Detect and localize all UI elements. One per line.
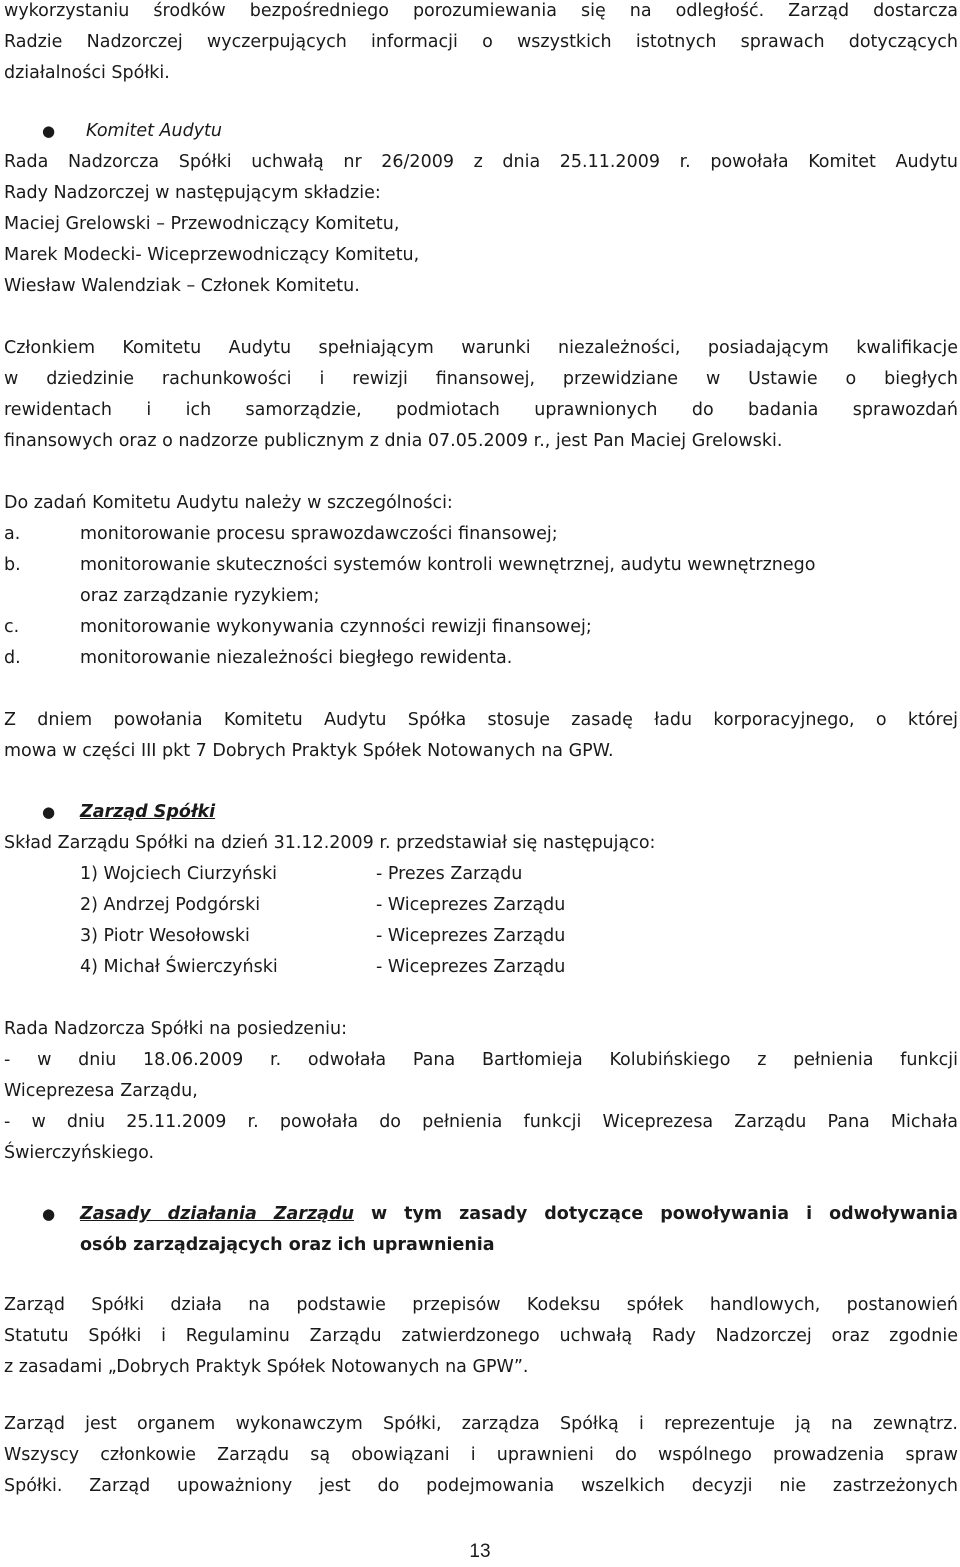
rules-paragraph-1: [4, 1290, 958, 1383]
rules-heading-italic: Zasady działania Zarządu: [80, 1204, 354, 1224]
text-line: wykorzystaniu środków bezpośredniego porozumiewania się na odległość. Zarząd dostarcza: [4, 1, 958, 21]
rules-heading-rest: w tym zasady dotyczące powoływania i odwoływania: [353, 1204, 958, 1224]
board-heading-row: [4, 797, 958, 828]
board-member-row: [80, 921, 780, 952]
task-letter: d.: [4, 648, 21, 668]
rules-paragraph-2: [4, 1409, 958, 1502]
task-item: [4, 550, 958, 581]
committee-heading-row: [4, 116, 958, 147]
tasks-intro: Do zadań Komitetu Audytu należy w szczególności:: [4, 493, 453, 513]
board-member-role: - Wiceprezes Zarządu: [376, 895, 566, 915]
bullet-icon: ●: [42, 1205, 56, 1223]
task-letter: c.: [4, 617, 20, 637]
text-line: w dziedzinie rachunkowości i rewizji finansowej, przewidziane w Ustawie o biegłych: [4, 369, 958, 389]
text-line: Świerczyńskiego.: [4, 1143, 155, 1163]
text-line: Zarząd jest organem wykonawczym Spółki, zarządza Spółką i reprezentuje ją na zewnątrz.: [4, 1414, 958, 1434]
task-item: [4, 643, 958, 674]
board-intro: Skład Zarządu Spółki na dzień 31.12.2009 r. przedstawiał się następująco:: [4, 833, 656, 853]
committee-paragraph: [4, 147, 958, 302]
task-text: monitorowanie skuteczności systemów kontroli wewnętrznej, audytu wewnętrznego: [80, 555, 816, 575]
text-line: Rada Nadzorcza Spółki na posiedzeniu:: [4, 1019, 348, 1039]
text-line: rewidentach i ich samorządzie, podmiotach uprawnionych do badania sprawozdań: [4, 400, 958, 420]
text-line: Rada Nadzorcza Spółki uchwałą nr 26/2009 z dnia 25.11.2009 r. powołała Komitet Audytu: [4, 152, 958, 172]
board-member-role: - Prezes Zarządu: [376, 864, 523, 884]
text-line: z zasadami „Dobrych Praktyk Spółek Notowanych na GPW”.: [4, 1357, 529, 1377]
bullet-icon: ●: [42, 803, 56, 821]
task-item: [4, 581, 958, 612]
task-text: monitorowanie niezależności biegłego rewidenta.: [80, 648, 513, 668]
task-letter: a.: [4, 524, 21, 544]
bullet-icon: ●: [42, 122, 56, 140]
meeting-paragraph: [4, 1014, 958, 1169]
text-line: działalności Spółki.: [4, 63, 170, 83]
task-text: oraz zarządzanie ryzykiem;: [80, 586, 320, 606]
task-item: [4, 612, 958, 643]
text-line: Wiceprezesa Zarządu,: [4, 1081, 198, 1101]
page-number: 13: [469, 1541, 491, 1562]
text-line: mowa w części III pkt 7 Dobrych Praktyk Spółek Notowanych na GPW.: [4, 741, 614, 761]
task-text: monitorowanie procesu sprawozdawczości finansowej;: [80, 524, 558, 544]
text-line: Radzie Nadzorczej wyczerpujących informacji o wszystkich istotnych sprawach dotyczących: [4, 32, 958, 52]
board-member-name: 4) Michał Świerczyński: [80, 957, 278, 977]
committee-heading: Komitet Audytu: [86, 121, 223, 141]
text-line: Spółki. Zarząd upoważniony jest do podejmowania wszelkich decyzji nie zastrzeżonych: [4, 1476, 958, 1496]
text-line: - w dniu 25.11.2009 r. powołała do pełnienia funkcji Wiceprezesa Zarządu Pana Michała: [4, 1112, 958, 1132]
governance-paragraph: [4, 705, 958, 767]
text-line: Rady Nadzorczej w następującym składzie:: [4, 183, 381, 203]
top-paragraph: [4, 0, 958, 89]
board-member-name: 1) Wojciech Ciurzyński: [80, 864, 278, 884]
task-item: [4, 519, 958, 550]
text-line: Zarząd Spółki działa na podstawie przepisów Kodeksu spółek handlowych, postanowień: [4, 1295, 958, 1315]
text-line: - w dniu 18.06.2009 r. odwołała Pana Bartłomieja Kolubińskiego z pełnienia funkcji: [4, 1050, 958, 1070]
text-line: Z dniem powołania Komitetu Audytu Spółka stosuje zasadę ładu korporacyjnego, o której: [4, 710, 958, 730]
committee-member: Marek Modecki- Wiceprzewodniczący Komitetu,: [4, 245, 420, 265]
rules-heading-line: osób zarządzających oraz ich uprawnienia: [80, 1235, 495, 1255]
board-member-role: - Wiceprezes Zarządu: [376, 926, 566, 946]
board-member-name: 3) Piotr Wesołowski: [80, 926, 250, 946]
rules-heading: [80, 1199, 958, 1261]
text-line: Statutu Spółki i Regulaminu Zarządu zatwierdzonego uchwałą Rady Nadzorczej oraz zgodnie: [4, 1326, 958, 1346]
board-heading: Zarząd Spółki: [80, 802, 216, 822]
committee-member: Wiesław Walendziak – Członek Komitetu.: [4, 276, 360, 296]
board-member-role: - Wiceprezes Zarządu: [376, 957, 566, 977]
task-letter: b.: [4, 555, 21, 575]
rules-heading-row: [4, 1199, 958, 1261]
text-line: Wszyscy członkowie Zarządu są obowiązani i uprawnieni do wspólnego prowadzenia spraw: [4, 1445, 958, 1465]
rules-heading-line: [80, 1199, 958, 1230]
text-line: Członkiem Komitetu Audytu spełniającym warunki niezależności, posiadającym kwalifikacje: [4, 338, 958, 358]
independence-paragraph: [4, 333, 958, 457]
task-text: monitorowanie wykonywania czynności rewizji finansowej;: [80, 617, 592, 637]
board-member-row: [80, 859, 780, 890]
board-member-row: [80, 952, 780, 983]
committee-member: Maciej Grelowski – Przewodniczący Komitetu,: [4, 214, 400, 234]
board-member-name: 2) Andrzej Podgórski: [80, 895, 261, 915]
board-member-row: [80, 890, 780, 921]
text-line: finansowych oraz o nadzorze publicznym z dnia 07.05.2009 r., jest Pan Maciej Grelowski.: [4, 431, 783, 451]
